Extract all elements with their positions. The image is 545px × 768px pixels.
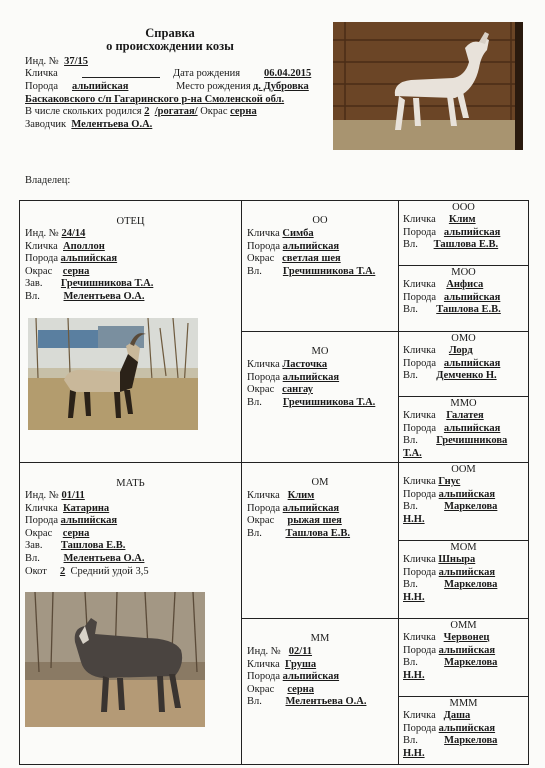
father-zav-label: Зав. bbox=[25, 278, 43, 290]
om-breed-label: Порода bbox=[247, 502, 281, 514]
oom-heading: ООМ bbox=[451, 464, 476, 475]
mmo-vl-label: Вл. bbox=[403, 435, 418, 447]
omo-name-label: Кличка bbox=[403, 345, 436, 356]
ooo-breed-label: Порода bbox=[403, 226, 437, 238]
father-color-label: Окрас bbox=[25, 265, 53, 277]
mother-name-label: Кличка bbox=[25, 502, 58, 514]
mm-color-label: Окрас bbox=[247, 683, 275, 695]
mm-vl-value: Мелентьева О.А. bbox=[285, 696, 367, 708]
mmm-name-value: Даша bbox=[443, 710, 471, 721]
ooo-vl-value: Ташлова Е.В. bbox=[433, 239, 499, 251]
ind-label: Инд. № bbox=[25, 56, 59, 67]
mm-heading: ММ bbox=[310, 633, 330, 644]
place-value-2: Баскаковского с/п Гагаринского р-на Смоленской обл. bbox=[25, 94, 285, 105]
omm-breed-value: альпийская bbox=[438, 644, 496, 656]
mother-zav-label: Зав. bbox=[25, 540, 43, 552]
father-ind-value: 24/14 bbox=[61, 228, 86, 239]
mother-goat-photo bbox=[25, 592, 205, 727]
omm-name-label: Кличка bbox=[403, 632, 436, 643]
mmm-breed-value: альпийская bbox=[438, 722, 496, 734]
mmo-heading: ММО bbox=[450, 398, 477, 409]
mo-vl-label: Вл. bbox=[247, 396, 262, 408]
ooo-name-label: Кличка bbox=[403, 214, 436, 225]
mother-okot-label: Окот bbox=[25, 565, 47, 577]
moo-info bbox=[403, 279, 501, 317]
mm-color-value: серна bbox=[287, 683, 314, 695]
mo-info bbox=[247, 359, 375, 409]
mmm-info bbox=[403, 710, 497, 760]
oo-vl-label: Вл. bbox=[247, 265, 262, 277]
mo-name-value: Ласточка bbox=[282, 359, 328, 370]
father-ind-label: Инд. № bbox=[25, 228, 59, 239]
father-color-value: серна bbox=[62, 265, 90, 277]
omm-name-value: Червонец bbox=[443, 632, 490, 643]
mother-name-value: Катарина bbox=[63, 502, 110, 514]
mother-vl-label: Вл. bbox=[25, 552, 40, 564]
mm-vl-label: Вл. bbox=[247, 696, 262, 708]
oom-breed-value: альпийская bbox=[438, 488, 496, 500]
mo-breed-value: альпийская bbox=[282, 371, 340, 383]
omm-vl-value: Маркелова bbox=[444, 657, 498, 669]
mom-breed-value: альпийская bbox=[438, 566, 496, 578]
mm-name-label: Кличка bbox=[247, 658, 280, 670]
mmo-breed-value: альпийская bbox=[443, 422, 501, 434]
omm-vl-label: Вл. bbox=[403, 657, 418, 669]
mm-name-value: Груша bbox=[285, 658, 317, 670]
mo-name-label: Кличка bbox=[247, 359, 280, 370]
mmm-breed-label: Порода bbox=[403, 722, 437, 734]
name-label: Кличка bbox=[25, 68, 58, 79]
litter-value: 2 bbox=[144, 106, 150, 117]
oo-breed-label: Порода bbox=[247, 240, 281, 252]
oo-name-label: Кличка bbox=[247, 228, 280, 239]
father-vl-label: Вл. bbox=[25, 290, 40, 302]
omm-breed-label: Порода bbox=[403, 644, 437, 656]
mother-zav-value: Ташлова Е.В. bbox=[60, 540, 126, 552]
mo-color-label: Окрас bbox=[247, 384, 275, 396]
mother-yield-label: Средний удой bbox=[70, 565, 133, 577]
moo-name-label: Кличка bbox=[403, 279, 436, 290]
father-vl-value: Мелентьева О.А. bbox=[63, 290, 145, 302]
omm-heading: ОММ bbox=[450, 620, 477, 631]
mother-yield-value: 3,5 bbox=[135, 565, 149, 577]
mmo-vl-value-2: Т.А. bbox=[403, 447, 422, 459]
father-heading: ОТЕЦ bbox=[116, 216, 145, 227]
oo-info bbox=[247, 228, 375, 278]
omo-info bbox=[403, 345, 500, 383]
breeder-label: Заводчик bbox=[25, 119, 67, 130]
doc-subtitle: о происхождении козы bbox=[106, 39, 234, 53]
mmm-name-label: Кличка bbox=[403, 710, 436, 721]
om-name-label: Кличка bbox=[247, 490, 280, 501]
oom-name-value: Гнус bbox=[438, 476, 461, 487]
mother-okot-value: 2 bbox=[59, 565, 66, 577]
mm-breed-label: Порода bbox=[247, 671, 281, 683]
om-color-value: рыжая шея bbox=[287, 515, 342, 527]
mmm-vl-value: Маркелова bbox=[444, 735, 498, 747]
father-goat-photo bbox=[28, 318, 198, 430]
mother-ind-value: 01/11 bbox=[61, 490, 85, 501]
om-vl-value: Ташлова Е.В. bbox=[285, 527, 351, 539]
oo-name-value: Симба bbox=[282, 228, 314, 239]
mom-vl-value-2: Н.Н. bbox=[403, 591, 425, 603]
mom-vl-value: Маркелова bbox=[444, 579, 498, 591]
ooo-vl-label: Вл. bbox=[403, 239, 418, 251]
color-label: Окрас bbox=[200, 106, 228, 117]
oom-vl-value-2: Н.Н. bbox=[403, 513, 425, 525]
breeder-row bbox=[25, 119, 152, 131]
om-vl-label: Вл. bbox=[247, 527, 262, 539]
oom-name-label: Кличка bbox=[403, 476, 436, 487]
mother-breed-value: альпийская bbox=[60, 515, 118, 527]
breed-label: Порода bbox=[25, 81, 59, 92]
om-heading: ОМ bbox=[311, 477, 329, 488]
father-info bbox=[25, 228, 153, 304]
place-value: д. Дубровка bbox=[253, 81, 309, 92]
mo-breed-label: Порода bbox=[247, 371, 281, 383]
mmm-vl-label: Вл. bbox=[403, 735, 418, 747]
father-zav-value: Гречишникова Т.А. bbox=[60, 278, 154, 290]
moo-vl-value: Ташлова Е.В. bbox=[436, 304, 501, 316]
omm-info bbox=[403, 632, 497, 682]
father-name-value: Аполлон bbox=[63, 240, 105, 252]
mm-ind-value: 02/11 bbox=[288, 646, 313, 657]
ooo-heading: ООО bbox=[452, 202, 475, 213]
mother-breed-label: Порода bbox=[25, 515, 59, 527]
moo-breed-label: Порода bbox=[403, 291, 437, 303]
father-breed-value: альпийская bbox=[60, 253, 118, 265]
mmo-name-value: Галатея bbox=[446, 410, 484, 421]
omo-heading: ОМО bbox=[451, 333, 476, 344]
mom-vl-label: Вл. bbox=[403, 579, 418, 591]
doc-title: Справка bbox=[145, 26, 195, 40]
color-value: серна bbox=[230, 106, 257, 117]
litter-note: /рогатая/ bbox=[154, 106, 198, 117]
mo-color-value: сангау bbox=[282, 384, 313, 396]
oo-color-value: светлая шея bbox=[282, 253, 341, 265]
oo-color-label: Окрас bbox=[247, 253, 275, 265]
mm-breed-value: альпийская bbox=[282, 671, 340, 683]
ooo-breed-value: альпийская bbox=[443, 226, 501, 238]
om-color-label: Окрас bbox=[247, 515, 275, 527]
owner-label: Владелец: bbox=[25, 175, 71, 186]
mo-vl-value: Гречишникова Т.А. bbox=[282, 396, 376, 408]
mmm-vl-value-2: Н.Н. bbox=[403, 747, 425, 759]
omo-vl-value: Демченко Н. bbox=[436, 370, 497, 382]
mother-heading: МАТЬ bbox=[116, 478, 145, 489]
moo-vl-label: Вл. bbox=[403, 304, 418, 316]
mom-name-label: Кличка bbox=[403, 554, 436, 565]
mom-breed-label: Порода bbox=[403, 566, 437, 578]
mother-info bbox=[25, 490, 149, 578]
mm-ind-label: Инд. № bbox=[247, 646, 281, 657]
mother-vl-value: Мелентьева О.А. bbox=[63, 552, 145, 564]
breeder-value: Мелентьева О.А. bbox=[71, 119, 153, 130]
father-breed-label: Порода bbox=[25, 253, 59, 265]
place-label: Место рождения bbox=[176, 81, 251, 92]
oom-vl-label: Вл. bbox=[403, 501, 418, 513]
oo-vl-value: Гречишникова Т.А. bbox=[282, 265, 376, 277]
om-name-value: Клим bbox=[287, 490, 315, 501]
ind-value: 37/15 bbox=[64, 56, 88, 67]
father-name-label: Кличка bbox=[25, 240, 58, 252]
birth-value: 06.04.2015 bbox=[264, 68, 312, 79]
ooo-name-value: Клим bbox=[448, 214, 476, 225]
mother-color-label: Окрас bbox=[25, 527, 53, 539]
mo-heading: МО bbox=[311, 346, 329, 357]
mm-info bbox=[247, 646, 366, 709]
omo-vl-label: Вл. bbox=[403, 370, 418, 382]
moo-heading: МОО bbox=[451, 267, 476, 278]
mom-info bbox=[403, 554, 497, 604]
ooo-info bbox=[403, 214, 500, 252]
moo-name-value: Анфиса bbox=[446, 279, 484, 290]
mom-name-value: Шныра bbox=[438, 554, 476, 565]
omo-breed-value: альпийская bbox=[443, 357, 501, 369]
name-blank-line bbox=[82, 77, 160, 78]
mother-color-value: серна bbox=[62, 527, 90, 539]
omo-name-value: Лорд bbox=[448, 345, 473, 356]
omo-breed-label: Порода bbox=[403, 357, 437, 369]
oo-breed-value: альпийская bbox=[282, 240, 340, 252]
mmo-breed-label: Порода bbox=[403, 422, 437, 434]
om-info bbox=[247, 490, 350, 540]
birth-label: Дата рождения bbox=[173, 68, 241, 79]
litter-label: В числе скольких родился bbox=[25, 106, 142, 117]
mmo-info bbox=[403, 410, 507, 460]
kid-goat-photo bbox=[333, 22, 523, 150]
mom-heading: МОМ bbox=[450, 542, 477, 553]
mmm-heading: МММ bbox=[449, 698, 478, 709]
om-breed-value: альпийская bbox=[282, 502, 340, 514]
omm-vl-value-2: Н.Н. bbox=[403, 669, 425, 681]
mmo-vl-value: Гречишникова bbox=[436, 435, 508, 447]
oo-heading: ОО bbox=[312, 215, 328, 226]
moo-breed-value: альпийская bbox=[443, 291, 501, 303]
litter-row bbox=[25, 106, 257, 118]
oom-breed-label: Порода bbox=[403, 488, 437, 500]
breed-value: альпийская bbox=[72, 81, 129, 92]
mmo-name-label: Кличка bbox=[403, 410, 436, 421]
mother-ind-label: Инд. № bbox=[25, 490, 59, 501]
ind-row bbox=[25, 56, 88, 68]
oom-vl-value: Маркелова bbox=[444, 501, 498, 513]
oom-info bbox=[403, 476, 497, 526]
